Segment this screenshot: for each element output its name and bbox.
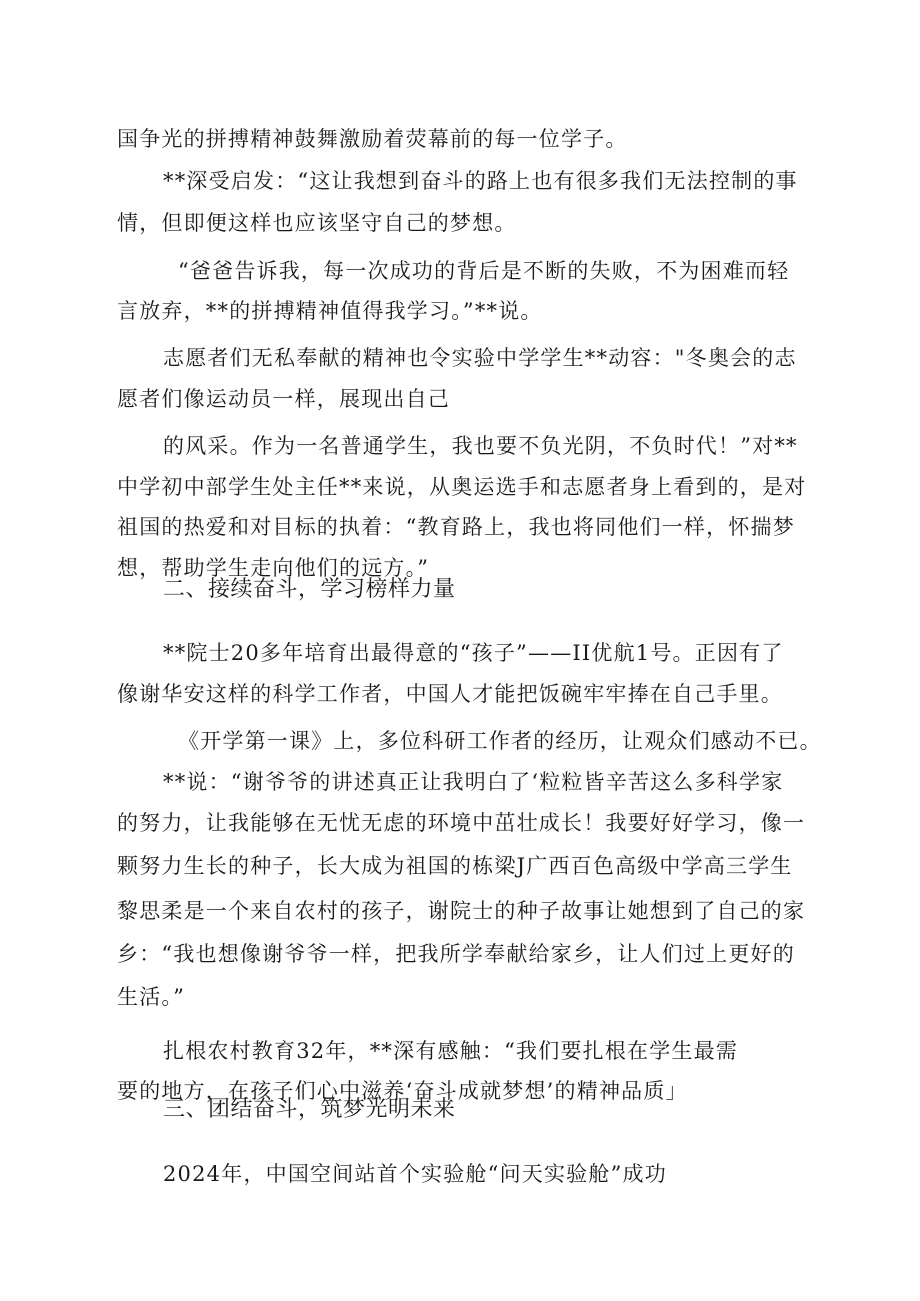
text-line: 国争光的拼搏精神鼓舞激励着荧幕前的每一位学子。 (117, 127, 628, 151)
text-line: **院士20多年培育出最得意的“孩子”——II优航1号。正因有了 (163, 641, 784, 665)
text-line: 《开学第一课》上，多位科研工作者的经历，让观众们感动不已。 (178, 729, 822, 753)
text-line: 的努力，让我能够在无忧无虑的环境中茁壮成长！我要好好学习，像一 (117, 811, 806, 835)
text-line: 黎思柔是一个来自农村的孩子，谢院士的种子故事让她想到了自己的家 (117, 899, 806, 923)
section-heading-two: 二、接续奋斗，学习榜样力量 (163, 577, 456, 602)
text-line: 情，但即便这样也应该坚守自己的梦想。 (117, 211, 517, 235)
text-line: 生活。” (117, 985, 186, 1009)
text-line: 中学初中部学生处主任**来说，从奥运选手和志愿者身上看到的，是对 (117, 475, 807, 499)
text-line: 像谢华安这样的科学工作者，中国人才能把饭碗牢牢捧在自己手里。 (117, 682, 783, 706)
text-line: 愿者们像运动员一样，展现出自己 (117, 387, 450, 411)
text-line: 言放弃，**的拼搏精神值得我学习。”**说。 (117, 299, 543, 323)
text-line: 志愿者们无私奉献的精神也令实验中学学生**动容："冬奥会的志 (163, 346, 797, 370)
text-line: 颗努力生长的种子，长大成为祖国的栋梁J广西百色高级中学高三学生 (117, 854, 793, 878)
text-line: 2024年，中国空间站首个实验舱“问天实验舱”成功 (163, 1162, 667, 1186)
text-line: **深受启发：“这让我想到奋斗的路上也有很多我们无法控制的事 (163, 169, 798, 193)
text-line: 想，帮助学生走向他们的远方。” (117, 556, 430, 580)
text-line: 要的地方，在孩子们心中滋养‘奋斗成就梦想’的精神品质」 (117, 1079, 688, 1103)
text-line: 的风采。作为一名普通学生，我也要不负光阴，不负时代！”对** (163, 434, 798, 458)
text-line: 乡：“我也想像谢爷爷一样，把我所学奉献给家乡，让人们过上更好的 (117, 942, 795, 966)
text-line: 祖国的热爱和对目标的执着：“教育路上，我也将同他们一样，怀揣梦 (117, 515, 795, 539)
text-line: “爸爸告诉我，每一次成功的背后是不断的失败，不为困难而轻 (178, 259, 790, 283)
text-line: **说：“谢爷爷的讲述真正让我明白了‘粒粒皆辛苦这么多科学家 (163, 770, 784, 794)
section-heading-three: 三、团结奋斗，筑梦光明未来 (163, 1097, 456, 1122)
text-line: 扎根农村教育32年，**深有感触：“我们要扎根在学生最需 (163, 1039, 739, 1063)
